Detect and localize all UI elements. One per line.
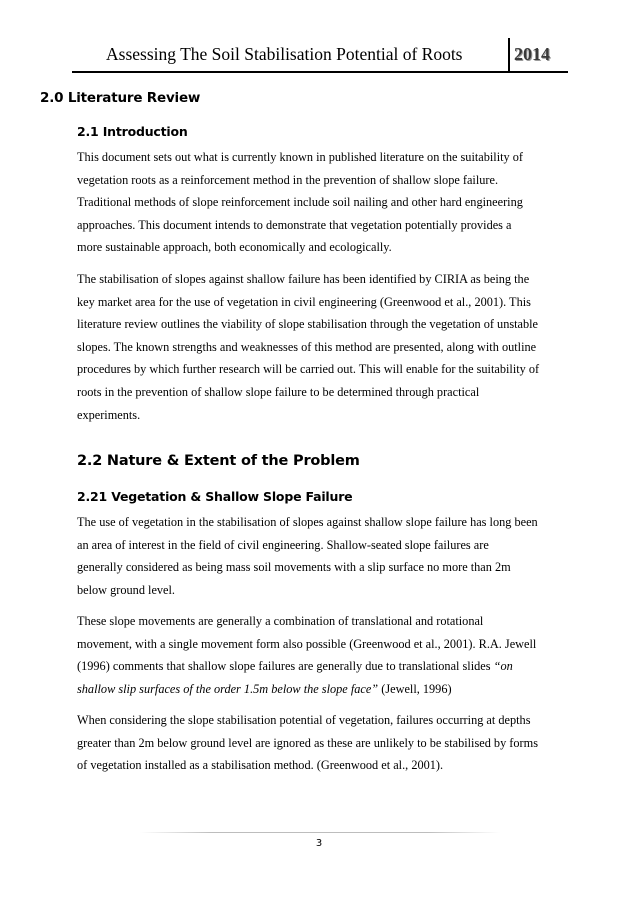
header-rule [72,71,568,73]
text-line: an area of interest in the field of civil engineering. Shallow-seated slope failures are [77,537,489,552]
intro-paragraph-1 [77,146,577,259]
text-line: When considering the slope stabilisation potential of vegetation, failures occurring at depths [77,713,531,727]
nature-paragraph-2 [77,610,577,700]
text-line: roots in the prevention of shallow slope failure to be determined through practical [77,384,480,399]
quote-run: shallow slip surfaces of the order 1.5m below the slope face” [77,681,379,696]
text-line: key market area for the use of vegetation in civil engineering (Greenwood et al., 2001). This [77,294,531,309]
text-line [77,655,577,678]
text-line: approaches. This document intends to demonstrate that vegetation potentially provides a [77,217,512,232]
page-number: 3 [315,838,323,849]
text-line: The use of vegetation in the stabilisation of slopes against shallow slope failure has long been [77,515,538,529]
text-line: This document sets out what is currently known in published literature on the suitability of [77,150,524,164]
text-line: generally considered as being mass soil movements with a slip surface no more than 2m [77,560,511,575]
nature-paragraph-3 [77,709,577,777]
nature-paragraph-1 [77,511,577,601]
page-header [72,38,568,72]
nature-heading: 2.2 Nature & Extent of the Problem [77,453,360,469]
text-line: The stabilisation of slopes against shallow failure has been identified by CIRIA as being the [77,272,530,286]
text-line: greater than 2m below ground level are ignored as these are unlikely to be stabilised by forms [77,735,538,750]
text-line: literature review outlines the viability of slope stabilisation through the vegetation of unstable [77,317,539,332]
citation-run: (Jewell, 1996) [378,681,452,696]
text-line: of vegetation installed as a stabilisation method. (Greenwood et al., 2001). [77,758,444,773]
text-line: slopes. The known strengths and weaknesses of this method are presented, along with outline [77,339,537,354]
nature-subheading: 2.21 Vegetation & Shallow Slope Failure [77,489,353,504]
text-line: procedures by which further research will be carried out. This will enable for the suitability of [77,362,540,377]
text-line: vegetation roots as a reinforcement method in the prevention of shallow slope failure. [77,172,499,187]
text-line: These slope movements are generally a combination of translational and rotational [77,614,484,628]
text-run: (1996) comments that shallow slope failures are generally due to translational slides [77,659,494,674]
text-line: experiments. [77,407,141,422]
text-line: below ground level. [77,582,176,597]
text-line: Traditional methods of slope reinforcement include soil nailing and other hard engineering [77,195,523,210]
header-title: Assessing The Soil Stabilisation Potential of Roots [106,44,463,64]
quote-run: “on [493,659,513,674]
section-heading: 2.0 Literature Review [40,90,201,106]
header-year: 2014 [514,44,550,64]
intro-heading: 2.1 Introduction [77,124,188,139]
header-divider [508,38,510,72]
footer-rule [140,832,500,833]
intro-paragraph-2 [77,268,577,426]
text-line: movement, with a single movement form also possible (Greenwood et al., 2001). R.A. Jewell [77,636,537,651]
text-line: more sustainable approach, both economically and ecologically. [77,240,392,255]
text-line [77,678,577,701]
